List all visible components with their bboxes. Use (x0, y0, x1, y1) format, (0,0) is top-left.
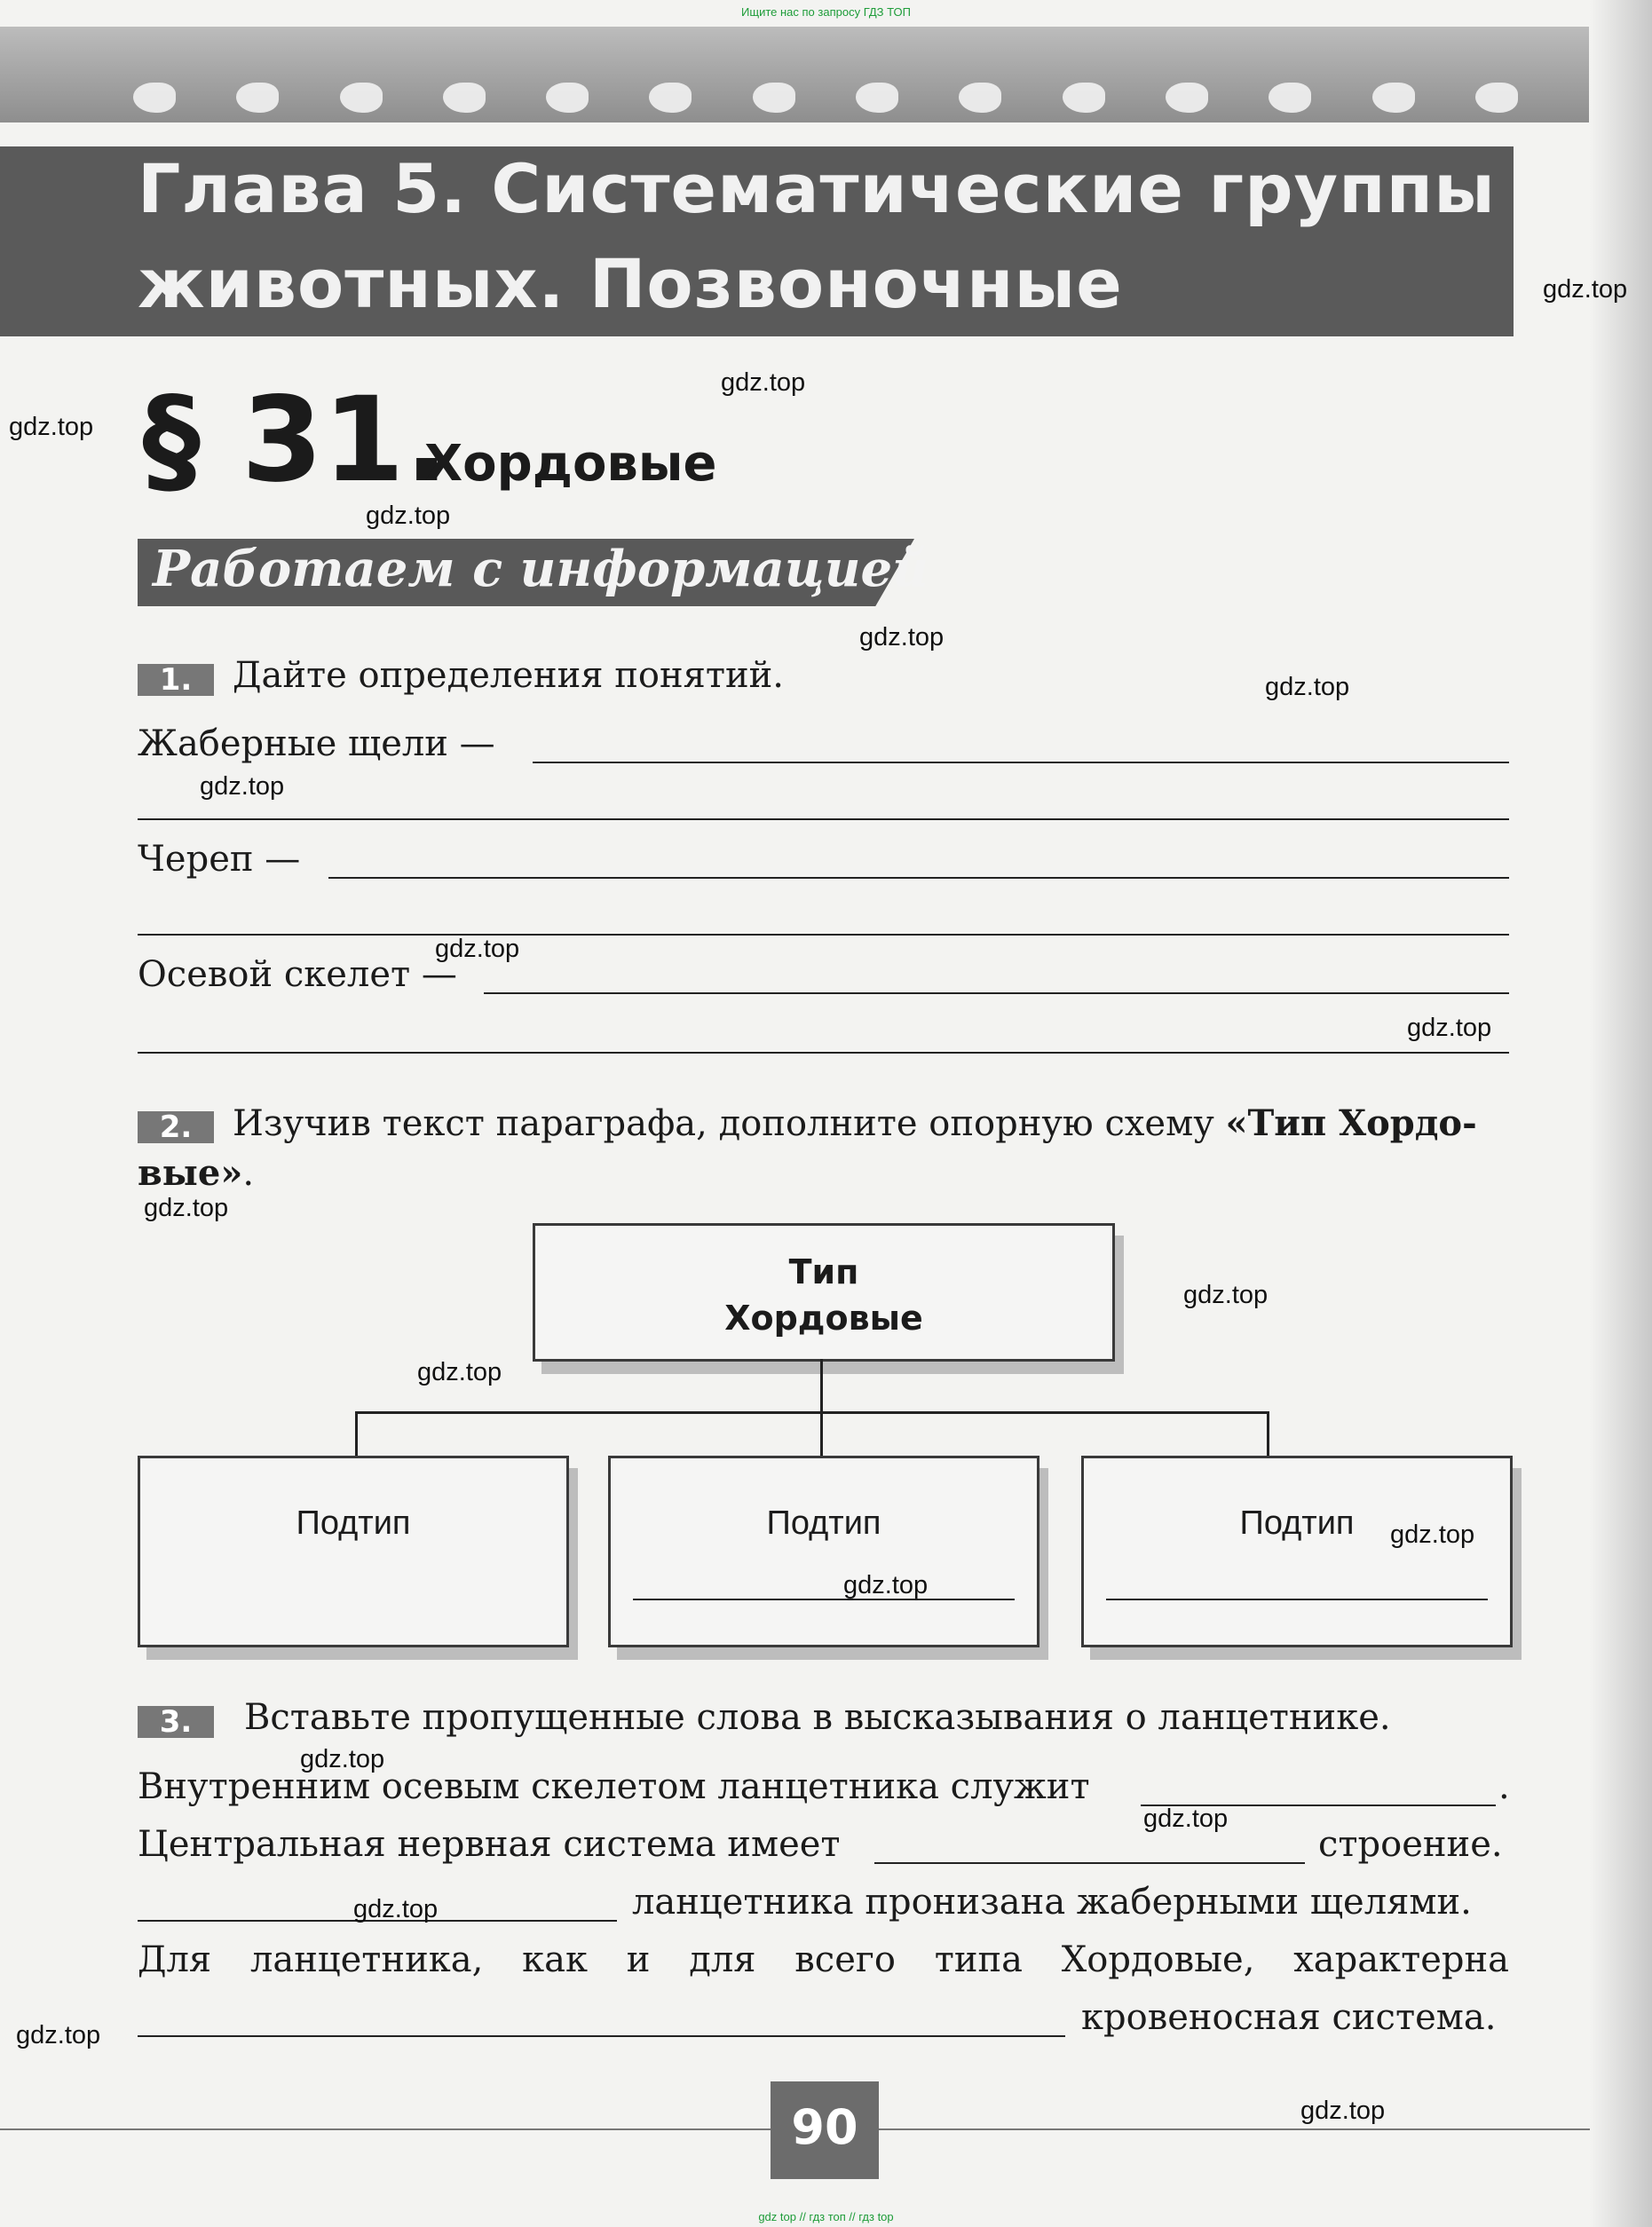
bottom-note: gdz top // гдз топ // гдз top (758, 2210, 894, 2223)
watermark: gdz.top (16, 2021, 101, 2049)
task2-prompt-period: . (242, 1153, 255, 1194)
term-skull: Череп — (138, 839, 301, 880)
gazelle-icon (1372, 83, 1415, 113)
page-edge-shadow (1590, 0, 1652, 2227)
heron-icon (959, 83, 1001, 113)
answer-line[interactable] (328, 877, 1509, 879)
butterfly-icon (236, 83, 279, 113)
footer-rule (0, 2128, 771, 2130)
scorpion-icon (340, 83, 383, 113)
paragraph-number: § 31. (142, 372, 449, 509)
scheme-subtype-box (1081, 1456, 1513, 1647)
watermark: gdz.top (843, 1571, 929, 1599)
watermark: gdz.top (300, 1745, 385, 1773)
bird-icon (649, 83, 692, 113)
scheme-connector (820, 1359, 823, 1412)
scheme-connector (355, 1411, 1269, 1414)
task1-prompt: Дайте определения понятий. (233, 655, 785, 696)
watermark: gdz.top (859, 623, 945, 652)
section-banner-text: Работаем с информацией (153, 540, 929, 598)
scheme-subtype-label: Подтип (296, 1504, 411, 1542)
watermark: gdz.top (417, 1358, 502, 1386)
task3-sentence3: ланцетника пронизана жаберными щелями. (632, 1882, 1472, 1923)
answer-line[interactable] (138, 2035, 1065, 2037)
task3-sentence2: Центральная нервная система имеет (138, 1824, 841, 1865)
answer-line[interactable] (874, 1862, 1305, 1864)
watermark: gdz.top (721, 368, 806, 397)
watermark: gdz.top (435, 935, 520, 963)
butterfly-icon-2 (1475, 83, 1518, 113)
paragraph-title: Хордовые (424, 435, 717, 493)
chapter-title-line2: животных. Позвоночные (138, 244, 1123, 323)
scheme-subtype-label: Подтип (766, 1504, 881, 1542)
page-number: 90 (791, 2099, 858, 2155)
answer-line[interactable] (484, 992, 1509, 994)
animal-silhouettes (133, 75, 1518, 120)
term-gill-slits: Жаберные щели — (138, 723, 495, 764)
scheme-connector (820, 1411, 823, 1456)
task3-badge: 3. (138, 1706, 214, 1738)
watermark: gdz.top (1183, 1281, 1269, 1309)
task3-sentence2-end: строение. (1318, 1824, 1503, 1865)
watermark: gdz.top (9, 413, 94, 441)
scheme-subtype-box (608, 1456, 1039, 1647)
fish-icon (753, 83, 795, 113)
moose-icon (856, 83, 898, 113)
answer-line[interactable] (633, 1599, 1015, 1600)
task2-scheme-name-end: вые» (138, 1152, 243, 1194)
watermark: gdz.top (1543, 275, 1628, 304)
footer-rule (879, 2128, 1598, 2130)
scheme-type-line2: Хордовые (724, 1299, 923, 1338)
scheme-subtype-label: Подтип (1239, 1504, 1355, 1542)
scheme-connector (355, 1411, 358, 1456)
task2-prompt-text: Изучив текст параграфа, дополните опорную схему (233, 1103, 1226, 1144)
watermark: gdz.top (144, 1194, 229, 1222)
task3-prompt: Вставьте пропущенные слова в высказывания о ланцетнике. (244, 1697, 1391, 1738)
watermark: gdz.top (1265, 673, 1350, 701)
answer-line[interactable] (533, 762, 1509, 763)
answer-line[interactable] (138, 1052, 1509, 1054)
bison-icon (133, 83, 176, 113)
top-note: Ищите нас по запросу ГДЗ ТОП (741, 5, 911, 19)
scheme-type-box (533, 1223, 1115, 1362)
kangaroo-icon (1269, 83, 1311, 113)
task3-sentence5: кровеносная система. (1081, 1997, 1497, 2038)
answer-line[interactable] (138, 818, 1509, 820)
watermark: gdz.top (1407, 1014, 1492, 1042)
task3-sentence1-end: . (1498, 1766, 1510, 1807)
snail-icon (443, 83, 486, 113)
watermark: gdz.top (1390, 1520, 1475, 1549)
chapter-title-line1: Глава 5. Систематические группы (138, 149, 1496, 228)
task2-prompt-line2 (138, 1152, 254, 1194)
task3-sentence1: Внутренним осевым скелетом ланцетника служит (138, 1766, 1090, 1807)
answer-line[interactable] (138, 934, 1509, 936)
task2-scheme-name: «Тип Хордо- (1225, 1102, 1477, 1144)
watermark: gdz.top (1143, 1805, 1229, 1833)
scheme-type-line1: Тип (788, 1252, 859, 1291)
insect-icon (1063, 83, 1105, 113)
scheme-connector (1267, 1411, 1269, 1456)
horse-icon (546, 83, 589, 113)
task3-sentence4: Для ланцетника, как и для всего типа Хордовые, характерна (138, 1939, 1509, 1980)
term-axial-skeleton: Осевой скелет — (138, 954, 457, 995)
task2-badge: 2. (138, 1111, 214, 1143)
task1-badge: 1. (138, 664, 214, 696)
rhino-icon (1166, 83, 1208, 113)
task2-prompt-line1 (233, 1102, 1477, 1144)
watermark: gdz.top (1300, 2097, 1386, 2125)
watermark: gdz.top (366, 501, 451, 530)
scheme-subtype-box (138, 1456, 569, 1647)
watermark: gdz.top (353, 1895, 439, 1923)
watermark: gdz.top (200, 772, 285, 801)
answer-line[interactable] (1106, 1599, 1488, 1600)
